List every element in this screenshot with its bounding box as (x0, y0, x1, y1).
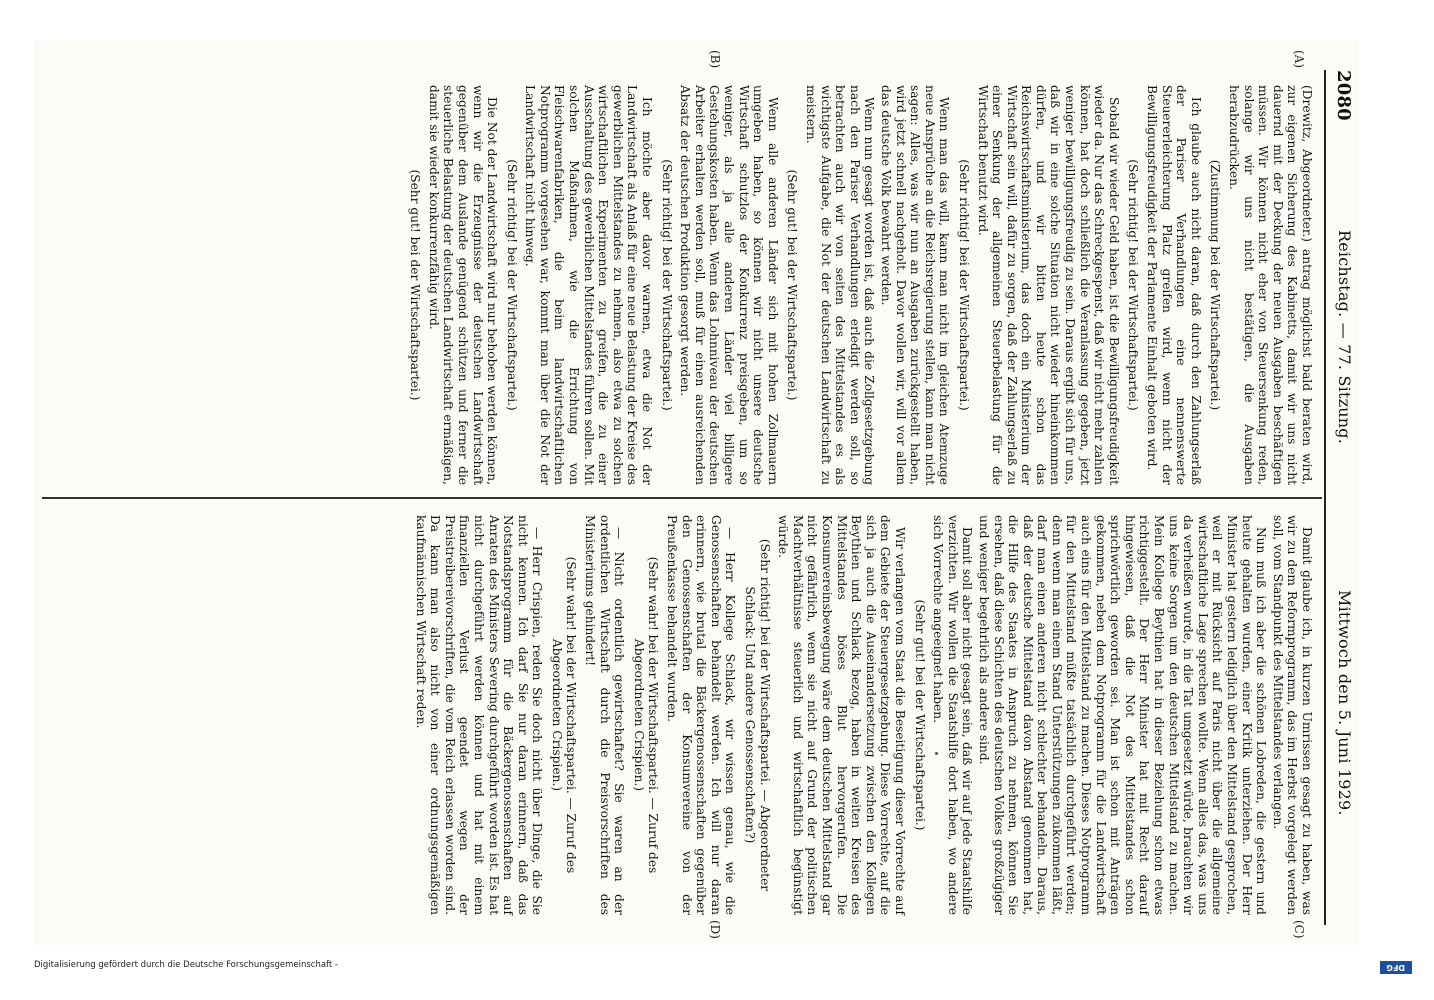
interjection: (Sehr richtig! bei der Wirtschaftspartei.) (504, 159, 519, 411)
page-number: 2080 (1333, 70, 1354, 121)
interjection: (Sehr gut! bei der Wirtschaftspartei.) (408, 169, 423, 401)
paragraph: Damit soll aber nicht gesagt sein, daß wir auf jede Staatshilfe verzichten. Wir wollen die Staatshilfe dort haben, wo andere sich Vorrechte angeeignet haben. (931, 515, 975, 915)
margin-marker-a: (A) (1292, 50, 1306, 69)
interjection: (Sehr richtig! bei der Wirtschaftspartei.) (1126, 159, 1141, 411)
interjection: (Zustimmung bei der Wirtschaftspartei.) (1208, 159, 1223, 411)
interjection: (Sehr wahr! bei der Wirtschaftspartei. — Zuruf des Abgeordneten Crispien.) (631, 556, 661, 874)
header-rule (1324, 70, 1326, 925)
column-divider (42, 497, 1322, 499)
digitization-strip (14, 960, 1414, 976)
paragraph: Damit glaube ich, in kurzen Umrissen gesagt zu haben, was wir zu dem Reformprogramm, das im Herbst vorgelegt werden soll, vom Standpunkt des Mittelstandes verlangen. (1270, 515, 1314, 915)
paragraph: Wenn nun gesagt worden ist, daß auch die Zollgesetzgebung nach den Pariser Verhandlungen erledigt werden soll, so betrachten auch wir von seiten des Mittelstandes es als wichtigste Aufgabe, die Not der deutschen Landwirtschaft zu meistern. (804, 85, 877, 485)
paragraph: — Herr Crispien, reden Sie doch nicht über Dinge, die Sie nicht kennen. Ich darf Sie nur daran erinnern, daß das Notstandsprogramm für die Bäckergenossenschaften auf Anraten des Ministers Severing durchgeführt worden ist. Es hat nicht durchgeführt werden können und hat mit einem finanziellen Verlust geendet wegen der Preistreibereivorschriften, die vom Reich erlassen worden sind. Da kann man also nicht von einer ordnungsgemäßigen kaufmännischen Wirtschaft reden. (413, 515, 545, 915)
right-text-column (411, 515, 1314, 915)
paragraph: Wenn man das will, kann man nicht im gleichen Atemzuge neue Ansprüche an die Reichsregierung stellen, kann man nicht sagen: Alles, was wir nun an Ausgaben zurückgestellt haben, wird jetzt schnell nachgeholt. Davor wollen wir, will vor allem das deutsche Volk bewahrt werden. (878, 85, 952, 485)
scan-speck (935, 752, 938, 755)
paragraph: — Nicht ordentlich gewirtschaftet? Sie waren an der ordentlichen Wirtschaft durch die Preisvorschriften des Ministeriums gehindert! (583, 515, 627, 915)
paragraph: — Herr Kollege Schlack, wir wissen genau, wie die Genossenschaften behandelt werden. Ich will nur daran erinnern, wie brutal die Bäckergenossenschaften gegenüber den Genossenschaften der Konsumvereine von der Preußenkasse behandelt wurden. (665, 515, 738, 915)
paragraph: Die Not der Landwirtschaft wird nur behoben werden können, wenn wir die Erzeugnisse der deutschen Landwirtschaft gegenüber dem Auslande genügend schützen und ferner die steuerliche Belastung der deutschen Landwirtschaft ermäßigen, damit sie wieder konkurrenzfähig wird. (426, 85, 500, 485)
page-header (1328, 70, 1354, 925)
paragraph: Ich glaube auch nicht daran, daß durch den Zahlungserlaß der Pariser Verhandlungen eine nennenswerte Steuererleichterung Platz greifen wird, wenn nicht der Bewilligungsfreudigkeit der Parlamente Einhalt geboten wird. (1145, 85, 1203, 485)
interjection: (Sehr richtig! bei der Wirtschaftspartei.) (956, 159, 971, 411)
paragraph: Ich möchte aber davor warnen, etwa die Not der Landwirtschaft als Anlaß für eine neue Belastung der Kreise des gewerblichen Mittelstandes zu nehmen, also etwa zu solchen wirtschaftlichen Experimenten zu greifen, die zu einer Ausschaltung des gewerblichen Mittelstandes führen sollen. Mit solchen Maßnahmen, wie die Errichtung von Fleischwarenfabriken, die beim landwirtschaftlichen Notprogramm vorgesehen war, kommt man über die Not der Landwirtschaft nicht hinweg. (523, 85, 655, 485)
digitization-note: Digitalisierung gefördert durch die Deutsche Forschungsgemeinschaft - (34, 960, 338, 970)
paragraph: Wir verlangen vom Staat die Beseitigung dieser Vorrechte auf dem Gebiete der Steuergesetzgebung. Diese Vorrechte, auf die sich ja auch die Auseinandersetzung zwischen den Kollegen Beythien und Schlack bezog, haben in weiten Kreisen des Mittelstandes böses Blut hervorgerufen. Die Konsumvereinsbewegung wäre dem deutschen Mittelstand gar nicht gefährlich, wenn sie nicht auf Grund der politischen Machtverhältnisse steuerlich und wirtschaftlich begünstigt würde. (776, 515, 907, 915)
paragraph: (Drewitz, Abgeordneter.) antrag möglichst bald beraten wird, zur eigenen Sicherung des Kabinetts, damit wir uns nicht dauernd mit der Deckung der neuen Ausgaben beschäftigen müssen. Wir können nicht eher von Steuersenkung reden, solange wir uns nicht bestätigen, die Ausgaben herabzudrücken. (1227, 85, 1314, 485)
interjection: (Sehr richtig! bei der Wirtschaftspartei. — Abgeordneter Schlack: Und andere Genossenschaften?) (743, 538, 772, 892)
left-text-column (403, 85, 1314, 485)
header-left-title: Reichstag. — 77. Sitzung. (1335, 230, 1354, 444)
interjection: (Sehr gut! bei der Wirtschaftspartei.) (912, 599, 927, 831)
interjection: (Sehr richtig! bei der Wirtschaftspartei.) (659, 159, 674, 411)
margin-marker-c: (C) (1292, 920, 1306, 939)
dfg-logo: DFG (1380, 961, 1412, 974)
paragraph: Nun muß ich aber die schönen Lobreden, die gestern und heute gehalten wurden, einer Kritik unterziehen. Der Herr Minister hat gestern lediglich über den Mittelstand gesprochen, weil er mit Rücksicht auf Paris nicht über die allgemeine wirtschaftliche Lage sprechen wollte. Wenn alles das, was uns da verheißen wurde, in die Tat umgesetzt würde, brauchten wir uns keine Sorgen um den deutschen Mittelstand zu machen. Mein Kollege Beythien hat in dieser Beziehung schon etwas richtiggestellt. Der Herr Minister hat mit Recht darauf hingewiesen, daß die Not des Mittelstandes schon sprichwörtlich geworden sei. Man ist schon mit Anträgen gekommen, neben dem Notprogramm für die Landwirtschaft auch eins für den Mittelstand zu machen. Dieses Notprogramm für den Mittelstand müßte tatsächlich durchgeführt werden; denn wenn man einem Stand Unterstützungen zukommen läßt, darf man einen anderen nicht schlechter behandeln. Daraus, daß der deutsche Mittelstand davon Abstand genommen hat, die Hilfe des Staates in Anspruch zu nehmen, können Sie ersehen, daß diese Schichten des deutschen Volkes großzügiger und weniger begehrlich als andere sind. (976, 515, 1269, 915)
margin-marker-d: (D) (708, 920, 722, 939)
header-date: Mittwoch den 5. Juni 1929. (1335, 590, 1354, 816)
margin-marker-b: (B) (708, 50, 722, 69)
interjection: (Sehr wahr! bei der Wirtschaftspartei. — Zuruf des Abgeordneten Crispien.) (549, 556, 579, 874)
paragraph: Sobald wir wieder Geld haben, ist die Bewilligungsfreudigkeit wieder da. Nur das Schreckgespenst, daß wir nicht mehr zahlen können, hat doch schließlich die Veranlassung gegeben, jetzt weniger bewilligungsfreudig zu sein. Daraus ergibt sich für uns, daß wir in eine solche Situation nicht wieder hineinkommen dürfen, und wir bitten heute schon das Reichswirtschaftsministerium, das doch ein Ministerium der Wirtschaft sein will, dafür zu sorgen, daß der Zahlungserlaß zu einer Senkung der allgemeinen Steuerbelastung für die Wirtschaft benutzt wird. (975, 85, 1121, 485)
paragraph: Wenn alle anderen Länder sich mit hohen Zollmauern umgeben haben, so können wir nicht unsere deutsche Wirtschaft schutzlos der Konkurrenz preisgeben, um so weniger, als ja alle anderen Länder viel billigere Gestehungskosten haben. Wenn das Lohnniveau der deutschen Arbeiter erhalten werden soll, muß für einen ausreichenden Absatz der deutschen Produktion gesorgt werden. (678, 85, 780, 485)
interjection: (Sehr gut! bei der Wirtschaftspartei.) (785, 169, 800, 401)
